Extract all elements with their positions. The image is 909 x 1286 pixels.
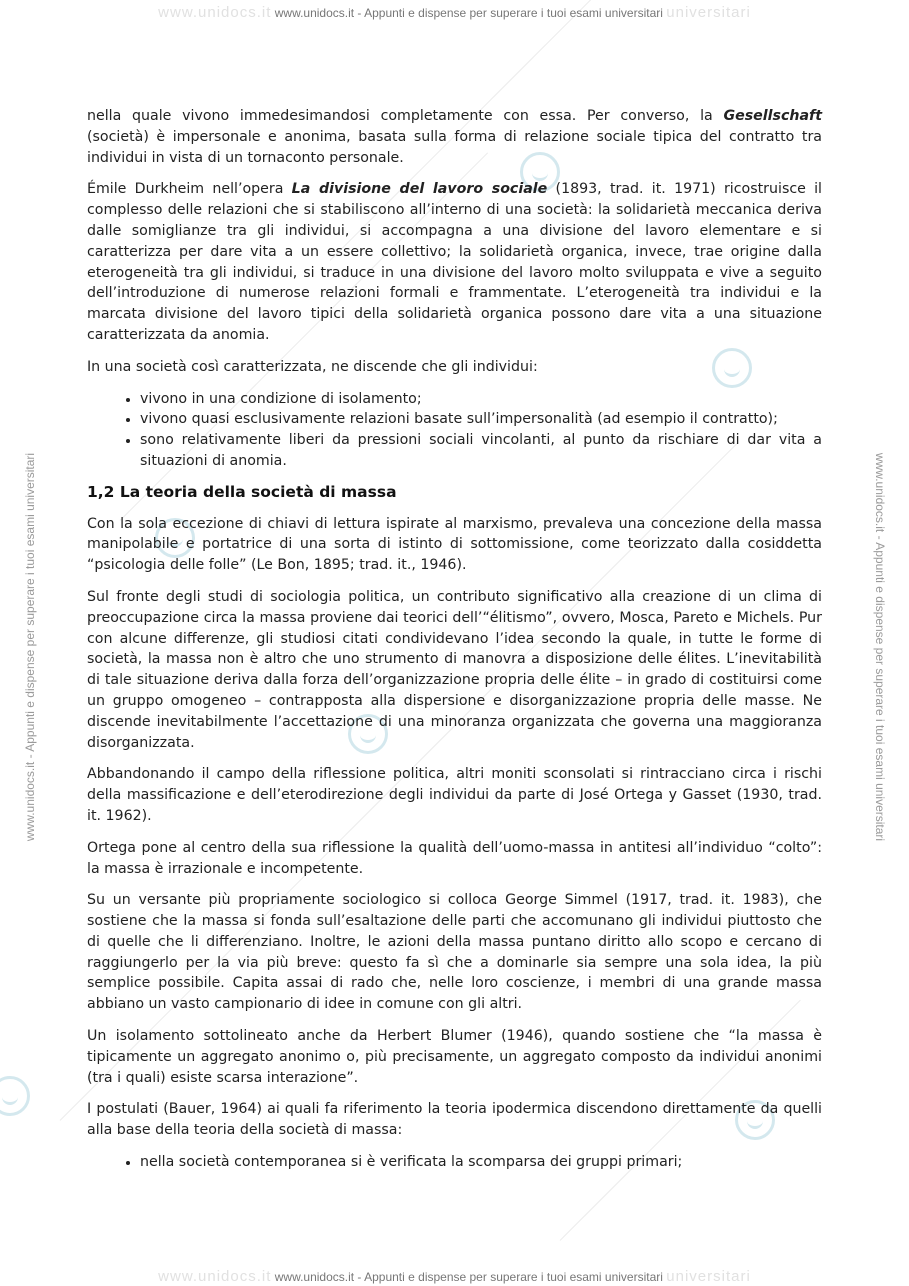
paragraph: Ortega pone al centro della sua riflessione la qualità dell’uomo-massa in antitesi all’individuo “colto”: la massa è irrazionale e incompetente.: [87, 839, 822, 877]
paragraph: In una società così caratterizzata, ne discende che gli individui:: [87, 358, 538, 375]
paragraph: Abbandonando il campo della riflessione politica, altri moniti sconsolati si rintracciano circa i rischi della massificazione e dell’eterodirezione degli individui da parte di José Ortega y Gasset (1930, trad. it. 1962).: [87, 766, 822, 824]
watermark-header: [0, 4, 909, 21]
watermark-footer: [0, 1268, 909, 1285]
bullet-list: [87, 389, 822, 472]
watermark-ghost-right: universitari: [666, 4, 751, 21]
paragraph: I postulati (Bauer, 1964) ai quali fa riferimento la teoria ipodermica discendono direttamente da quelli alla base della teoria della società di massa:: [87, 1101, 822, 1139]
watermark-ghost-right: universitari: [666, 1268, 751, 1285]
list-item: • sono relativamente liberi da pressioni sociali vincolanti, al punto da rischiare di dar vita a situazioni di anomia.: [140, 430, 822, 472]
watermark-side-right: www.unidocs.it - Appunti e dispense per superare i tuoi esami universitari: [873, 452, 887, 842]
watermark-header-text: www.unidocs.it - Appunti e dispense per superare i tuoi esami universitari: [274, 6, 663, 20]
list-item: • vivono quasi esclusivamente relazioni basate sull’impersonalità (ad esempio il contratto);: [140, 409, 822, 430]
watermark-ghost-left: www.unidocs.it: [158, 4, 272, 21]
watermark-ghost-left: www.unidocs.it: [158, 1268, 272, 1285]
list-item: • vivono in una condizione di isolamento;: [140, 389, 822, 410]
text-run: nella quale vivono immedesimandosi completamente con essa. Per converso, la: [87, 108, 724, 124]
paragraph: Con la sola eccezione di chiavi di lettura ispirate al marxismo, prevaleva una concezione della massa manipolabile e portatrice di una sorta di istinto di sottomissione, come teorizzato dalla cosiddetta “psicologia delle folle” (Le Bon, 1895; trad. it., 1946).: [87, 515, 822, 574]
emphasis-term: Gesellschaft: [723, 108, 822, 124]
list-item: • nella società contemporanea si è verificata la scomparsa dei gruppi primari;: [140, 1152, 822, 1173]
text-run: Émile Durkheim nell’opera: [87, 181, 292, 198]
paragraph: [87, 179, 822, 345]
bullet-list: [87, 1152, 822, 1173]
watermark-logo-icon: [0, 1076, 30, 1116]
paragraph: [87, 106, 822, 168]
section-heading: 1,2 La teoria della società di massa: [87, 482, 397, 501]
paragraph: Sul fronte degli studi di sociologia politica, un contributo significativo alla creazione di un clima di preoccupazione circa la massa proviene dai teorici dell’“élitismo”, ovvero, Mosca, Pareto e Michels. Pur con alcune differenze, gli studiosi citati condividevano l’idea secondo la quale, in tutte le forme di società, la massa non è altro che uno strumento di manovra a disposizione delle élites. L’inevitabilità di tale situazione deriva dalla forza dell’organizzazione propria delle élite – in grado di costituirsi come un gruppo omogeneo – contrapposta alla dispersione e disorganizzazione propria delle masse. Ne discende inevitabilmente l’accettazione di una minoranza organizzata che governa una maggioranza disorganizzata.: [87, 588, 822, 751]
text-run: (1893, trad. it. 1971) ricostruisce il complesso delle relazioni che si stabiliscono all’interno di una società: la solidarietà meccanica deriva dalle somiglianze tra gli individui, si accompagna a una divisione del lavoro elementare e si caratterizza per dare vita a un essere collettivo; la solidarietà organica, invece, trae origine dalla eterogeneità tra gli individui, si traduce in una divisione del lavoro molto sviluppata e vive a seguito dell’introduzione di numerose relazioni formali e frammentate. L’eterogeneità tra individui e la marcata divisione del lavoro tipici della solidarietà organica possono dare vita a una situazione caratterizzata da anomia.: [87, 181, 822, 343]
book-title: La divisione del lavoro sociale: [291, 181, 548, 198]
watermark-side-left: www.unidocs.it - Appunti e dispense per superare i tuoi esami universitari: [23, 452, 37, 842]
document-body: [87, 106, 822, 1183]
paragraph: Un isolamento sottolineato anche da Herbert Blumer (1946), quando sostiene che “la massa è tipicamente un aggregato anonimo o, più precisamente, un aggregato composto da individui anonimi (tra i quali) esiste scarsa interazione”.: [87, 1028, 822, 1086]
paragraph: Su un versante più propriamente sociologico si colloca George Simmel (1917, trad. it. 1983), che sostiene che la massa si fonda sull’esaltazione delle parti che accomunano gli individui piuttosto che di quelle che li differenziano. Inoltre, le azioni della massa puntano diritto allo scopo e cercano di raggiungerlo per la via più breve: questo fa sì che a dominarle sia sempre una sola idea, la più semplice possibile. Capita assai di rado che, nelle loro coscienze, i membri di una grande massa abbiano un vasto campionario di idee in comune con gli altri.: [87, 892, 822, 1013]
watermark-footer-text: www.unidocs.it - Appunti e dispense per superare i tuoi esami universitari: [274, 1270, 663, 1284]
text-run: (società) è impersonale e anonima, basata sulla forma di relazione sociale tipica del contratto tra individui in vista di un tornaconto personale.: [87, 128, 822, 166]
